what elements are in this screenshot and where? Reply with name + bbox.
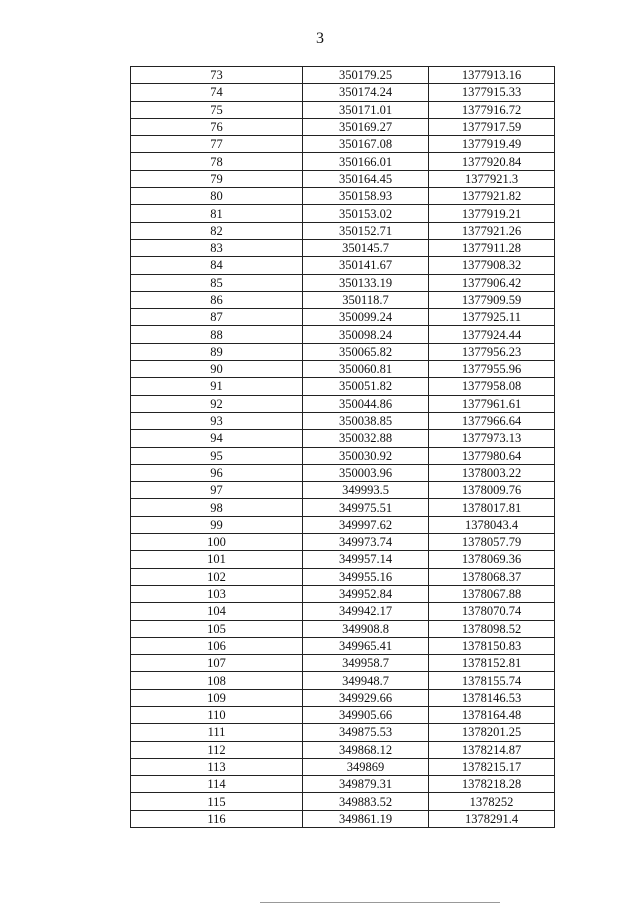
x-coordinate-cell: 350166.01 [303, 153, 429, 170]
table-row [131, 534, 555, 551]
x-coordinate-cell: 350141.67 [303, 257, 429, 274]
y-coordinate-cell: 1377973.13 [429, 430, 555, 447]
point-number-cell: 103 [131, 585, 303, 602]
point-number-cell: 94 [131, 430, 303, 447]
x-coordinate-cell: 349997.62 [303, 516, 429, 533]
y-coordinate-cell: 1378201.25 [429, 724, 555, 741]
y-coordinate-cell: 1378069.36 [429, 551, 555, 568]
table-row [131, 101, 555, 118]
coordinates-table [130, 66, 555, 828]
point-number-cell: 91 [131, 378, 303, 395]
y-coordinate-cell: 1377913.16 [429, 67, 555, 84]
y-coordinate-cell: 1377906.42 [429, 274, 555, 291]
table-row [131, 758, 555, 775]
table-row [131, 655, 555, 672]
table-row [131, 412, 555, 429]
table-row [131, 343, 555, 360]
table-row [131, 776, 555, 793]
table-row [131, 706, 555, 723]
y-coordinate-cell: 1378214.87 [429, 741, 555, 758]
x-coordinate-cell: 350152.71 [303, 222, 429, 239]
point-number-cell: 97 [131, 482, 303, 499]
x-coordinate-cell: 349929.66 [303, 689, 429, 706]
y-coordinate-cell: 1378067.88 [429, 585, 555, 602]
y-coordinate-cell: 1377924.44 [429, 326, 555, 343]
y-coordinate-cell: 1378070.74 [429, 603, 555, 620]
point-number-cell: 93 [131, 412, 303, 429]
y-coordinate-cell: 1378252 [429, 793, 555, 810]
table-row [131, 620, 555, 637]
x-coordinate-cell: 350032.88 [303, 430, 429, 447]
table-row [131, 136, 555, 153]
y-coordinate-cell: 1377958.08 [429, 378, 555, 395]
y-coordinate-cell: 1378146.53 [429, 689, 555, 706]
x-coordinate-cell: 350044.86 [303, 395, 429, 412]
y-coordinate-cell: 1377980.64 [429, 447, 555, 464]
table-row [131, 551, 555, 568]
point-number-cell: 108 [131, 672, 303, 689]
y-coordinate-cell: 1378003.22 [429, 464, 555, 481]
table-row [131, 447, 555, 464]
point-number-cell: 111 [131, 724, 303, 741]
point-number-cell: 110 [131, 706, 303, 723]
point-number-cell: 75 [131, 101, 303, 118]
x-coordinate-cell: 349948.7 [303, 672, 429, 689]
x-coordinate-cell: 350098.24 [303, 326, 429, 343]
x-coordinate-cell: 350118.7 [303, 291, 429, 308]
x-coordinate-cell: 349973.74 [303, 534, 429, 551]
x-coordinate-cell: 349869 [303, 758, 429, 775]
table-row [131, 239, 555, 256]
x-coordinate-cell: 350169.27 [303, 118, 429, 135]
table-row [131, 378, 555, 395]
table-row [131, 516, 555, 533]
x-coordinate-cell: 350051.82 [303, 378, 429, 395]
table-row [131, 499, 555, 516]
table-row [131, 430, 555, 447]
table-row [131, 309, 555, 326]
x-coordinate-cell: 349905.66 [303, 706, 429, 723]
table-row [131, 326, 555, 343]
y-coordinate-cell: 1377911.28 [429, 239, 555, 256]
point-number-cell: 87 [131, 309, 303, 326]
x-coordinate-cell: 349861.19 [303, 810, 429, 827]
point-number-cell: 77 [131, 136, 303, 153]
point-number-cell: 99 [131, 516, 303, 533]
table-row [131, 257, 555, 274]
table-row [131, 568, 555, 585]
x-coordinate-cell: 349975.51 [303, 499, 429, 516]
y-coordinate-cell: 1378068.37 [429, 568, 555, 585]
table-row [131, 793, 555, 810]
x-coordinate-cell: 349955.16 [303, 568, 429, 585]
x-coordinate-cell: 350038.85 [303, 412, 429, 429]
y-coordinate-cell: 1378164.48 [429, 706, 555, 723]
point-number-cell: 102 [131, 568, 303, 585]
x-coordinate-cell: 350060.81 [303, 361, 429, 378]
x-coordinate-cell: 350030.92 [303, 447, 429, 464]
x-coordinate-cell: 349908.8 [303, 620, 429, 637]
table-row [131, 205, 555, 222]
x-coordinate-cell: 350153.02 [303, 205, 429, 222]
y-coordinate-cell: 1378150.83 [429, 637, 555, 654]
y-coordinate-cell: 1378043.4 [429, 516, 555, 533]
y-coordinate-cell: 1377921.82 [429, 188, 555, 205]
y-coordinate-cell: 1378152.81 [429, 655, 555, 672]
table-row [131, 84, 555, 101]
point-number-cell: 82 [131, 222, 303, 239]
y-coordinate-cell: 1378215.17 [429, 758, 555, 775]
y-coordinate-cell: 1377955.96 [429, 361, 555, 378]
table-row [131, 153, 555, 170]
x-coordinate-cell: 349942.17 [303, 603, 429, 620]
x-coordinate-cell: 349868.12 [303, 741, 429, 758]
y-coordinate-cell: 1378155.74 [429, 672, 555, 689]
point-number-cell: 115 [131, 793, 303, 810]
y-coordinate-cell: 1378009.76 [429, 482, 555, 499]
point-number-cell: 98 [131, 499, 303, 516]
point-number-cell: 101 [131, 551, 303, 568]
point-number-cell: 116 [131, 810, 303, 827]
point-number-cell: 104 [131, 603, 303, 620]
point-number-cell: 92 [131, 395, 303, 412]
point-number-cell: 113 [131, 758, 303, 775]
y-coordinate-cell: 1377920.84 [429, 153, 555, 170]
page-bottom-line [260, 902, 500, 903]
y-coordinate-cell: 1378291.4 [429, 810, 555, 827]
coordinates-table-body [131, 67, 555, 828]
y-coordinate-cell: 1377966.64 [429, 412, 555, 429]
table-row [131, 170, 555, 187]
x-coordinate-cell: 350179.25 [303, 67, 429, 84]
table-row [131, 810, 555, 827]
table-row [131, 188, 555, 205]
point-number-cell: 109 [131, 689, 303, 706]
x-coordinate-cell: 350065.82 [303, 343, 429, 360]
y-coordinate-cell: 1377915.33 [429, 84, 555, 101]
point-number-cell: 85 [131, 274, 303, 291]
point-number-cell: 73 [131, 67, 303, 84]
y-coordinate-cell: 1377909.59 [429, 291, 555, 308]
table-row [131, 672, 555, 689]
x-coordinate-cell: 350171.01 [303, 101, 429, 118]
y-coordinate-cell: 1377919.21 [429, 205, 555, 222]
x-coordinate-cell: 349883.52 [303, 793, 429, 810]
point-number-cell: 88 [131, 326, 303, 343]
x-coordinate-cell: 349952.84 [303, 585, 429, 602]
y-coordinate-cell: 1378017.81 [429, 499, 555, 516]
table-row [131, 222, 555, 239]
table-row [131, 395, 555, 412]
y-coordinate-cell: 1377925.11 [429, 309, 555, 326]
x-coordinate-cell: 350145.7 [303, 239, 429, 256]
x-coordinate-cell: 350158.93 [303, 188, 429, 205]
point-number-cell: 105 [131, 620, 303, 637]
point-number-cell: 74 [131, 84, 303, 101]
point-number-cell: 81 [131, 205, 303, 222]
x-coordinate-cell: 349958.7 [303, 655, 429, 672]
x-coordinate-cell: 350133.19 [303, 274, 429, 291]
y-coordinate-cell: 1377921.26 [429, 222, 555, 239]
point-number-cell: 79 [131, 170, 303, 187]
y-coordinate-cell: 1377956.23 [429, 343, 555, 360]
x-coordinate-cell: 350003.96 [303, 464, 429, 481]
table-row [131, 689, 555, 706]
point-number-cell: 95 [131, 447, 303, 464]
table-row [131, 274, 555, 291]
table-row [131, 482, 555, 499]
x-coordinate-cell: 349879.31 [303, 776, 429, 793]
point-number-cell: 90 [131, 361, 303, 378]
y-coordinate-cell: 1377919.49 [429, 136, 555, 153]
table-row [131, 741, 555, 758]
point-number-cell: 83 [131, 239, 303, 256]
table-row [131, 603, 555, 620]
y-coordinate-cell: 1377961.61 [429, 395, 555, 412]
y-coordinate-cell: 1377917.59 [429, 118, 555, 135]
table-row [131, 118, 555, 135]
point-number-cell: 84 [131, 257, 303, 274]
y-coordinate-cell: 1377908.32 [429, 257, 555, 274]
point-number-cell: 112 [131, 741, 303, 758]
y-coordinate-cell: 1377921.3 [429, 170, 555, 187]
table-row [131, 67, 555, 84]
x-coordinate-cell: 350174.24 [303, 84, 429, 101]
table-row [131, 464, 555, 481]
table-row [131, 291, 555, 308]
point-number-cell: 114 [131, 776, 303, 793]
table-row [131, 637, 555, 654]
table-row [131, 585, 555, 602]
x-coordinate-cell: 350167.08 [303, 136, 429, 153]
table-row [131, 724, 555, 741]
point-number-cell: 89 [131, 343, 303, 360]
point-number-cell: 100 [131, 534, 303, 551]
x-coordinate-cell: 350099.24 [303, 309, 429, 326]
y-coordinate-cell: 1378098.52 [429, 620, 555, 637]
point-number-cell: 76 [131, 118, 303, 135]
point-number-cell: 86 [131, 291, 303, 308]
point-number-cell: 106 [131, 637, 303, 654]
point-number-cell: 78 [131, 153, 303, 170]
x-coordinate-cell: 350164.45 [303, 170, 429, 187]
y-coordinate-cell: 1377916.72 [429, 101, 555, 118]
point-number-cell: 107 [131, 655, 303, 672]
x-coordinate-cell: 349965.41 [303, 637, 429, 654]
page-number: 3 [316, 30, 324, 47]
x-coordinate-cell: 349993.5 [303, 482, 429, 499]
x-coordinate-cell: 349957.14 [303, 551, 429, 568]
point-number-cell: 80 [131, 188, 303, 205]
y-coordinate-cell: 1378218.28 [429, 776, 555, 793]
table-row [131, 361, 555, 378]
y-coordinate-cell: 1378057.79 [429, 534, 555, 551]
point-number-cell: 96 [131, 464, 303, 481]
x-coordinate-cell: 349875.53 [303, 724, 429, 741]
